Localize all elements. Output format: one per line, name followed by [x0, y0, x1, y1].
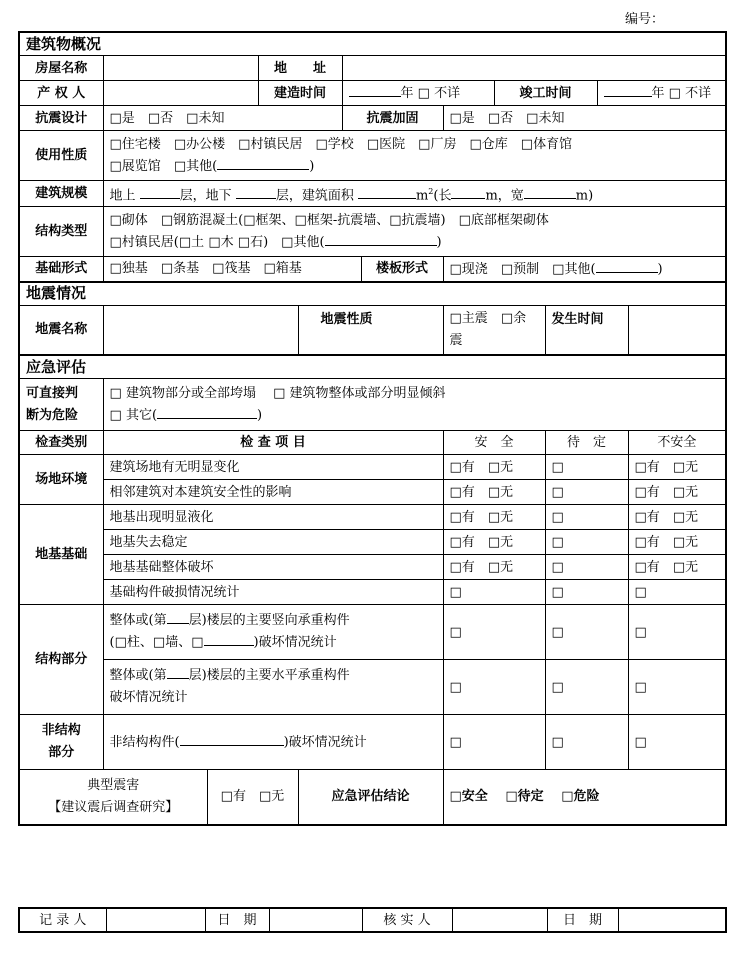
- record-date-field[interactable]: [269, 908, 362, 932]
- scale-label: 建筑规模: [19, 181, 103, 207]
- usage-options[interactable]: □ 住宅楼 □ 办公楼 □ 村镇民居 □ 学校 □ 医院 □ 厂房 □ 仓库 □ 体育馆 □ 展览馆 □ 其他( ): [103, 131, 726, 181]
- section-quake: 地震情况: [19, 282, 726, 306]
- house-name-label: 房屋名称: [19, 56, 103, 81]
- seismic-reinforce-label: 抗震加固: [342, 106, 443, 131]
- site-2-unsafe[interactable]: □ 有 □ 无: [628, 480, 726, 505]
- quake-time-field[interactable]: [628, 305, 726, 355]
- slab-options[interactable]: □ 现浇 □ 预制 □ 其他( ): [443, 257, 726, 282]
- site-item-2: 相邻建筑对本建筑安全性的影响: [103, 480, 443, 505]
- site-1-safe[interactable]: □ 有 □ 无: [443, 455, 545, 480]
- fnd-item-2: 地基失去稳定: [103, 530, 443, 555]
- check-date-field[interactable]: [618, 908, 726, 932]
- conclusion-options[interactable]: □ 安全 □ 待定 □ 危险: [443, 770, 726, 825]
- fnd-3-unsafe[interactable]: □ 有 □ 无: [628, 555, 726, 580]
- quake-name-label: 地震名称: [19, 305, 103, 355]
- seismic-design-options[interactable]: □ 是 □ 否 □ 未知: [103, 106, 342, 131]
- nonstruct-pending[interactable]: [545, 715, 628, 770]
- quake-nature-label: 地震性质: [298, 305, 443, 355]
- recorder-field[interactable]: [106, 908, 205, 932]
- struct-options[interactable]: □ 砌体 □ 钢筋混凝土(□ 框架、□ 框架-抗震墙、□ 抗震墙) □ 底部框架砌体 □ 村镇民居(□ 土 □ 木 □ 石) □ 其他( ): [103, 207, 726, 257]
- house-name-field[interactable]: [103, 56, 258, 81]
- nonstruct-item: 非结构构件( )破坏情况统计: [103, 715, 443, 770]
- fnd-4-pending[interactable]: [545, 580, 628, 605]
- quake-nature-options[interactable]: □ 主震 □ 余 震: [443, 305, 545, 355]
- str-2-safe[interactable]: [443, 660, 545, 715]
- site-1-pending[interactable]: [545, 455, 628, 480]
- unknown-checkbox[interactable]: [418, 86, 430, 101]
- str-2-unsafe[interactable]: [628, 660, 726, 715]
- assessment-form: [18, 31, 727, 826]
- item-header: 检 查 项 目: [103, 431, 443, 455]
- fnd-item-4: 基础构件破损情况统计: [103, 580, 443, 605]
- checker-label: 核 实 人: [362, 908, 452, 932]
- typical-damage-label: 典型震害 【建议震后调查研究】: [19, 770, 207, 825]
- fnd-2-unsafe[interactable]: □ 有 □ 无: [628, 530, 726, 555]
- quake-time-label: 发生时间: [545, 305, 628, 355]
- safe-header: 安 全: [443, 431, 545, 455]
- struct-label: 结构类型: [19, 207, 103, 257]
- checker-field[interactable]: [452, 908, 547, 932]
- str-1-safe[interactable]: [443, 605, 545, 660]
- fnd-4-unsafe[interactable]: [628, 580, 726, 605]
- nonstruct-safe[interactable]: [443, 715, 545, 770]
- scale-field[interactable]: 地上 层，地下 层，建筑面积 $m^2$(长 m，宽 m): [103, 181, 726, 207]
- seismic-design-label: 抗震设计: [19, 106, 103, 131]
- signature-table: [18, 907, 727, 933]
- fnd-1-unsafe[interactable]: □ 有 □ 无: [628, 505, 726, 530]
- recorder-label: 记 录 人: [19, 908, 106, 932]
- site-2-safe[interactable]: □ 有 □ 无: [443, 480, 545, 505]
- nonstruct-category: 非结构 部分: [19, 715, 103, 770]
- usage-label: 使用性质: [19, 131, 103, 181]
- str-item-2: 整体或(第 层)楼层的主要水平承重构件 破坏情况统计: [103, 660, 443, 715]
- fnd-3-safe[interactable]: □ 有 □ 无: [443, 555, 545, 580]
- fnd-1-pending[interactable]: [545, 505, 628, 530]
- owner-field[interactable]: [103, 81, 258, 106]
- fnd-item-3: 地基基础整体破坏: [103, 555, 443, 580]
- record-date-label: 日 期: [205, 908, 269, 932]
- fnd-2-safe[interactable]: □ 有 □ 无: [443, 530, 545, 555]
- site-2-pending[interactable]: [545, 480, 628, 505]
- str-item-1: 整体或(第 层)楼层的主要竖向承重构件 (□ 柱、□ 墙、□ )破坏情况统计: [103, 605, 443, 660]
- fnd-4-safe[interactable]: [443, 580, 545, 605]
- str-1-pending[interactable]: [545, 605, 628, 660]
- seismic-reinforce-options[interactable]: □ 是 □ 否 □ 未知: [443, 106, 726, 131]
- section-building: 建筑物概况: [19, 32, 726, 56]
- build-time-label: 建造时间: [258, 81, 342, 106]
- site-category: 场地环境: [19, 455, 103, 505]
- danger-label: 可直接判 断为危险: [19, 379, 103, 431]
- owner-label: 产 权 人: [19, 81, 103, 106]
- foundation-label: 基础形式: [19, 257, 103, 282]
- foundation-options[interactable]: □ 独基 □ 条基 □ 筏基 □ 箱基: [103, 257, 361, 282]
- category-header: 检查类别: [19, 431, 103, 455]
- pending-header: 待 定: [545, 431, 628, 455]
- fnd-2-pending[interactable]: [545, 530, 628, 555]
- foundation-category: 地基基础: [19, 505, 103, 605]
- section-assess: 应急评估: [19, 355, 726, 379]
- str-1-unsafe[interactable]: [628, 605, 726, 660]
- serial-number-label: 编号：: [625, 12, 665, 27]
- danger-options[interactable]: □ 建筑物部分或全部垮塌 □ 建筑物整体或部分明显倾斜 □ 其它( ): [103, 379, 726, 431]
- nonstruct-unsafe[interactable]: [628, 715, 726, 770]
- str-2-pending[interactable]: [545, 660, 628, 715]
- check-date-label: 日 期: [547, 908, 618, 932]
- address-field[interactable]: [342, 56, 726, 81]
- structure-category: 结构部分: [19, 605, 103, 715]
- site-1-unsafe[interactable]: □ 有 □ 无: [628, 455, 726, 480]
- quake-name-field[interactable]: [103, 305, 298, 355]
- unsafe-header: 不安全: [628, 431, 726, 455]
- completion-time-label: 竣工时间: [494, 81, 597, 106]
- unknown-checkbox-2[interactable]: [669, 86, 681, 101]
- fnd-1-safe[interactable]: □ 有 □ 无: [443, 505, 545, 530]
- site-item-1: 建筑场地有无明显变化: [103, 455, 443, 480]
- conclusion-label: 应急评估结论: [298, 770, 443, 825]
- address-label: 地 址: [258, 56, 342, 81]
- build-time-field[interactable]: 年 □ 不详: [342, 81, 494, 106]
- typical-damage-options[interactable]: □ 有 □ 无: [207, 770, 298, 825]
- fnd-3-pending[interactable]: [545, 555, 628, 580]
- completion-time-field[interactable]: 年 □ 不详: [597, 81, 726, 106]
- slab-label: 楼板形式: [361, 257, 443, 282]
- fnd-item-1: 地基出现明显液化: [103, 505, 443, 530]
